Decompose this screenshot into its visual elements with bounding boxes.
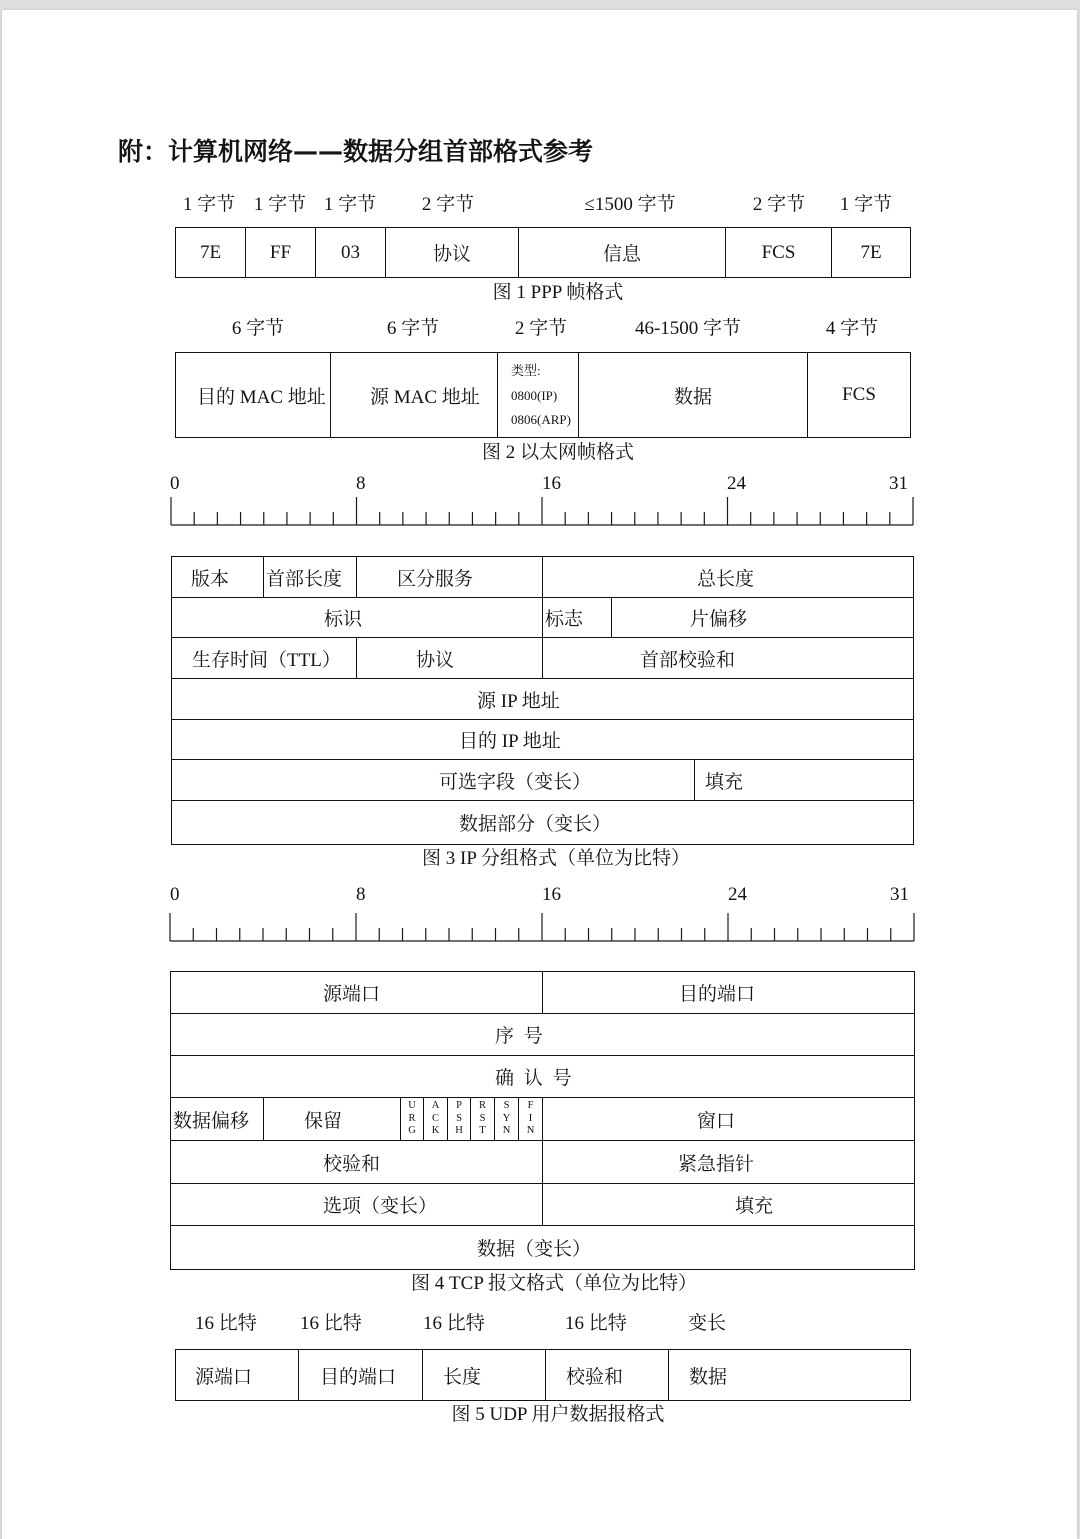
figure-caption: 图 1 PPP 帧格式 [492, 282, 624, 303]
tcp-field-options: 选项（变长） [170, 1183, 543, 1226]
ruler-label: 16 [542, 473, 561, 494]
tcp-field-sequence-number: 序 号 [170, 1013, 915, 1056]
type-ip-value: 0800(IP) [511, 387, 558, 403]
ppp-size-label: 1 字节 [182, 194, 236, 215]
ethernet-field-dest-mac: 目的 MAC 地址 [175, 352, 331, 438]
ethernet-size-label: 4 字节 [825, 318, 879, 339]
tcp-flag-urg [400, 1097, 424, 1141]
ppp-field-information: 信息 [518, 227, 726, 278]
tcp-field-ack-number: 确 认 号 [170, 1055, 915, 1098]
ppp-size-label: 2 字节 [421, 194, 475, 215]
ruler-label: 31 [889, 473, 908, 494]
tcp-field-source-port: 源端口 [170, 971, 543, 1014]
tcp-field-urgent-pointer: 紧急指针 [542, 1140, 915, 1184]
udp-field-data: 数据 [668, 1349, 911, 1401]
udp-size-label: 16 比特 [423, 1313, 485, 1334]
ip-field-version: 版本 [171, 556, 264, 598]
tcp-field-checksum: 校验和 [170, 1140, 543, 1184]
ruler-label: 0 [170, 884, 180, 905]
ip-field-total-length: 总长度 [542, 556, 914, 598]
ip-field-header-length: 首部长度 [263, 556, 357, 598]
udp-size-label: 16 比特 [195, 1313, 257, 1334]
ip-field-data: 数据部分（变长） [171, 800, 914, 845]
tcp-flag-label: PSH [455, 1100, 463, 1137]
page-title: 附：计算机网络——数据分组首部格式参考 [118, 137, 594, 166]
figure-caption: 图 2 以太网帧格式 [481, 442, 635, 463]
ip-field-identification: 标识 [171, 597, 543, 638]
ruler-label: 16 [542, 884, 561, 905]
ip-field-source-ip: 源 IP 地址 [171, 678, 914, 720]
tcp-flag-label: RST [478, 1100, 486, 1137]
ethernet-field-data: 数据 [578, 352, 808, 438]
tcp-field-dest-port: 目的端口 [542, 971, 915, 1014]
ppp-size-label: ≤1500 字节 [584, 194, 676, 215]
ethernet-size-label: 46-1500 字节 [634, 318, 742, 339]
tcp-flag-label: FIN [526, 1100, 535, 1137]
type-label: 类型: [511, 362, 541, 378]
udp-size-label: 16 比特 [300, 1313, 362, 1334]
tcp-flag-psh [447, 1097, 471, 1141]
ppp-field-flag-start: 7E [175, 227, 246, 278]
tcp-flag-fin [518, 1097, 543, 1141]
ppp-size-label: 1 字节 [253, 194, 307, 215]
bit-ruler [170, 495, 916, 527]
tcp-flag-rst [470, 1097, 495, 1141]
tcp-field-window: 窗口 [542, 1097, 915, 1141]
ip-field-header-checksum: 首部校验和 [542, 637, 914, 679]
udp-field-checksum: 校验和 [545, 1349, 669, 1401]
ruler-label: 24 [728, 884, 747, 905]
ip-field-padding: 填充 [694, 759, 914, 801]
udp-field-dest-port: 目的端口 [298, 1349, 423, 1401]
udp-field-length: 长度 [422, 1349, 546, 1401]
ethernet-size-label: 2 字节 [514, 318, 568, 339]
tcp-flag-ack [423, 1097, 448, 1141]
ppp-field-fcs: FCS [725, 227, 832, 278]
ip-field-ttl: 生存时间（TTL） [171, 637, 357, 679]
udp-field-source-port: 源端口 [175, 1349, 299, 1401]
tcp-field-reserved: 保留 [263, 1097, 401, 1141]
figure-caption: 图 4 TCP 报文格式（单位为比特） [411, 1273, 697, 1294]
ppp-field-control: 03 [315, 227, 386, 278]
ip-field-options: 可选字段（变长） [171, 759, 695, 801]
ppp-field-flag-end: 7E [831, 227, 911, 278]
bit-ruler [169, 911, 916, 943]
ruler-label: 8 [356, 473, 366, 494]
ruler-label: 31 [890, 884, 909, 905]
tcp-flag-label: ACK [431, 1100, 440, 1137]
ruler-label: 0 [170, 473, 180, 494]
ruler-label: 24 [727, 473, 746, 494]
tcp-flag-label: URG [408, 1100, 416, 1137]
ip-field-diff-services: 区分服务 [356, 556, 543, 598]
ethernet-field-type [497, 352, 579, 438]
ppp-size-label: 1 字节 [323, 194, 377, 215]
ip-field-dest-ip: 目的 IP 地址 [171, 719, 914, 760]
ppp-field-address: FF [245, 227, 316, 278]
ethernet-size-label: 6 字节 [386, 318, 440, 339]
tcp-flag-syn [494, 1097, 519, 1141]
ppp-size-label: 2 字节 [752, 194, 806, 215]
tcp-field-padding: 填充 [542, 1183, 915, 1226]
figure-caption: 图 5 UDP 用户数据报格式 [451, 1404, 665, 1425]
tcp-field-data-offset: 数据偏移 [170, 1097, 264, 1141]
ethernet-size-label: 6 字节 [231, 318, 285, 339]
tcp-field-data: 数据（变长） [170, 1225, 915, 1270]
ethernet-field-src-mac: 源 MAC 地址 [330, 352, 498, 438]
ppp-size-label: 1 字节 [839, 194, 893, 215]
ip-field-fragment-offset: 片偏移 [611, 597, 914, 638]
udp-size-label: 变长 [688, 1313, 727, 1334]
udp-size-label: 16 比特 [565, 1313, 627, 1334]
ip-field-flags: 标志 [542, 597, 612, 638]
tcp-flag-label: SYN [502, 1100, 511, 1137]
figure-caption: 图 3 IP 分组格式（单位为比特） [422, 848, 690, 869]
ppp-field-protocol: 协议 [385, 227, 519, 278]
ethernet-field-fcs: FCS [807, 352, 911, 438]
ruler-label: 8 [356, 884, 366, 905]
ip-field-protocol: 协议 [356, 637, 543, 679]
type-arp-value: 0806(ARP) [511, 412, 571, 428]
